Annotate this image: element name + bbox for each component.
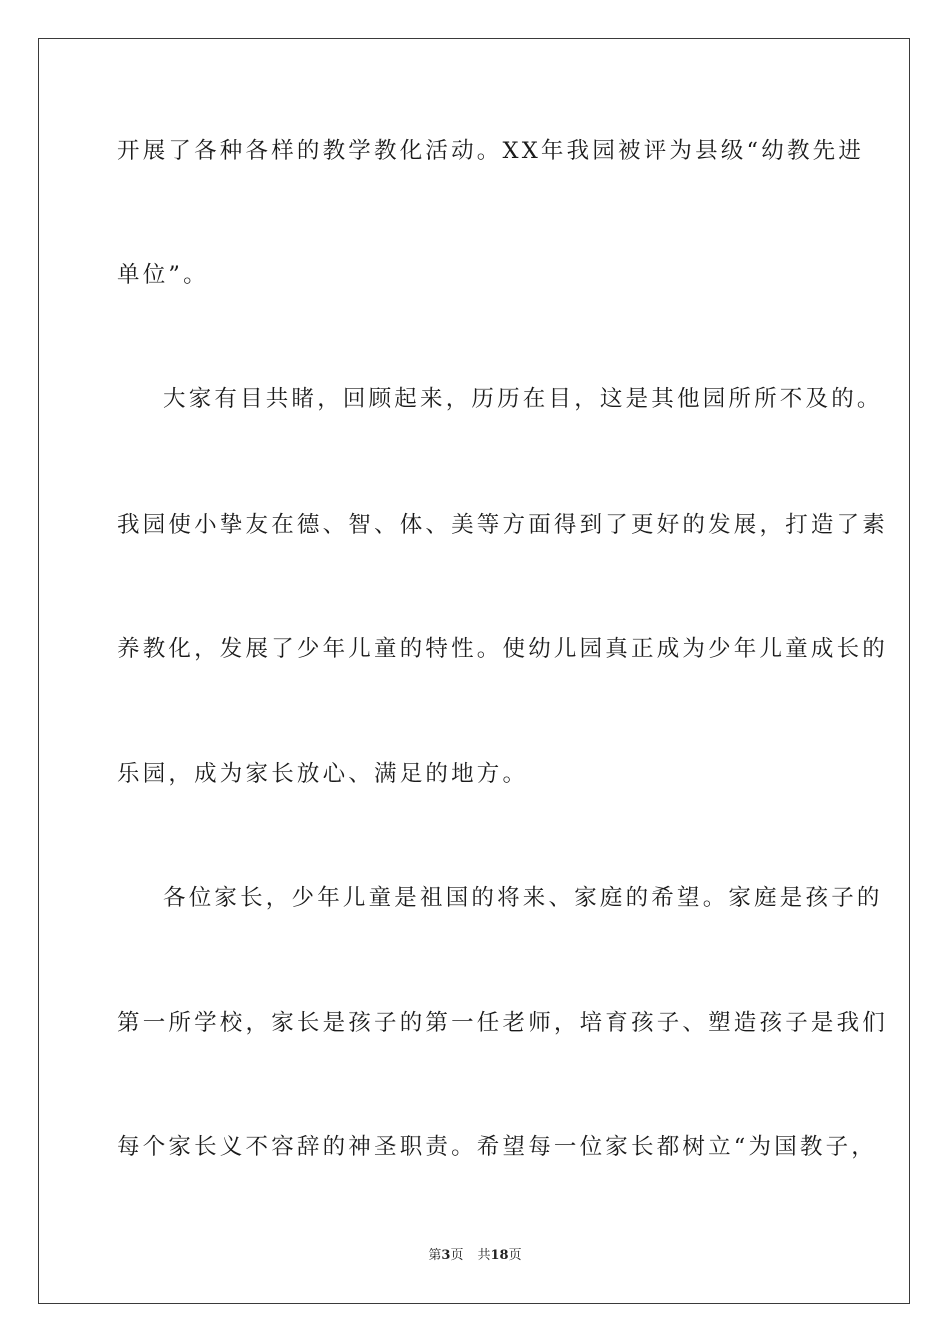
text-line: 每个家长义不容辞的神圣职责。希望每一位家长都树立“为国教子， [117, 1134, 878, 1160]
total-pages: 18 [490, 1248, 509, 1263]
page-suffix: 页 [450, 1248, 464, 1263]
total-suffix: 页 [508, 1248, 522, 1263]
total-prefix: 共 [477, 1248, 491, 1263]
text-line: 单位”。 [117, 262, 209, 288]
text-line: 我园使小挚友在德、智、体、美等方面得到了更好的发展，打造了素 [117, 512, 889, 538]
text-line: 开展了各种各样的教学教化活动。XX年我园被评为县级“幼教先进 [117, 138, 865, 164]
text-line: 乐园，成为家长放心、满足的地方。 [117, 761, 529, 787]
page-number: 3 [441, 1248, 451, 1263]
page-border [38, 38, 910, 1304]
page-prefix: 第 [428, 1248, 442, 1263]
paragraph-start-line: 大家有目共睹，回顾起来，历历在目，这是其他园所所不及的。 [163, 386, 883, 412]
page-footer [0, 1247, 950, 1265]
text-line: 养教化，发展了少年儿童的特性。使幼儿园真正成为少年儿童成长的 [117, 636, 889, 662]
paragraph-start-line: 各位家长，少年儿童是祖国的将来、家庭的希望。家庭是孩子的 [163, 885, 883, 911]
text-line: 第一所学校，家长是孩子的第一任老师，培育孩子、塑造孩子是我们 [117, 1010, 889, 1036]
